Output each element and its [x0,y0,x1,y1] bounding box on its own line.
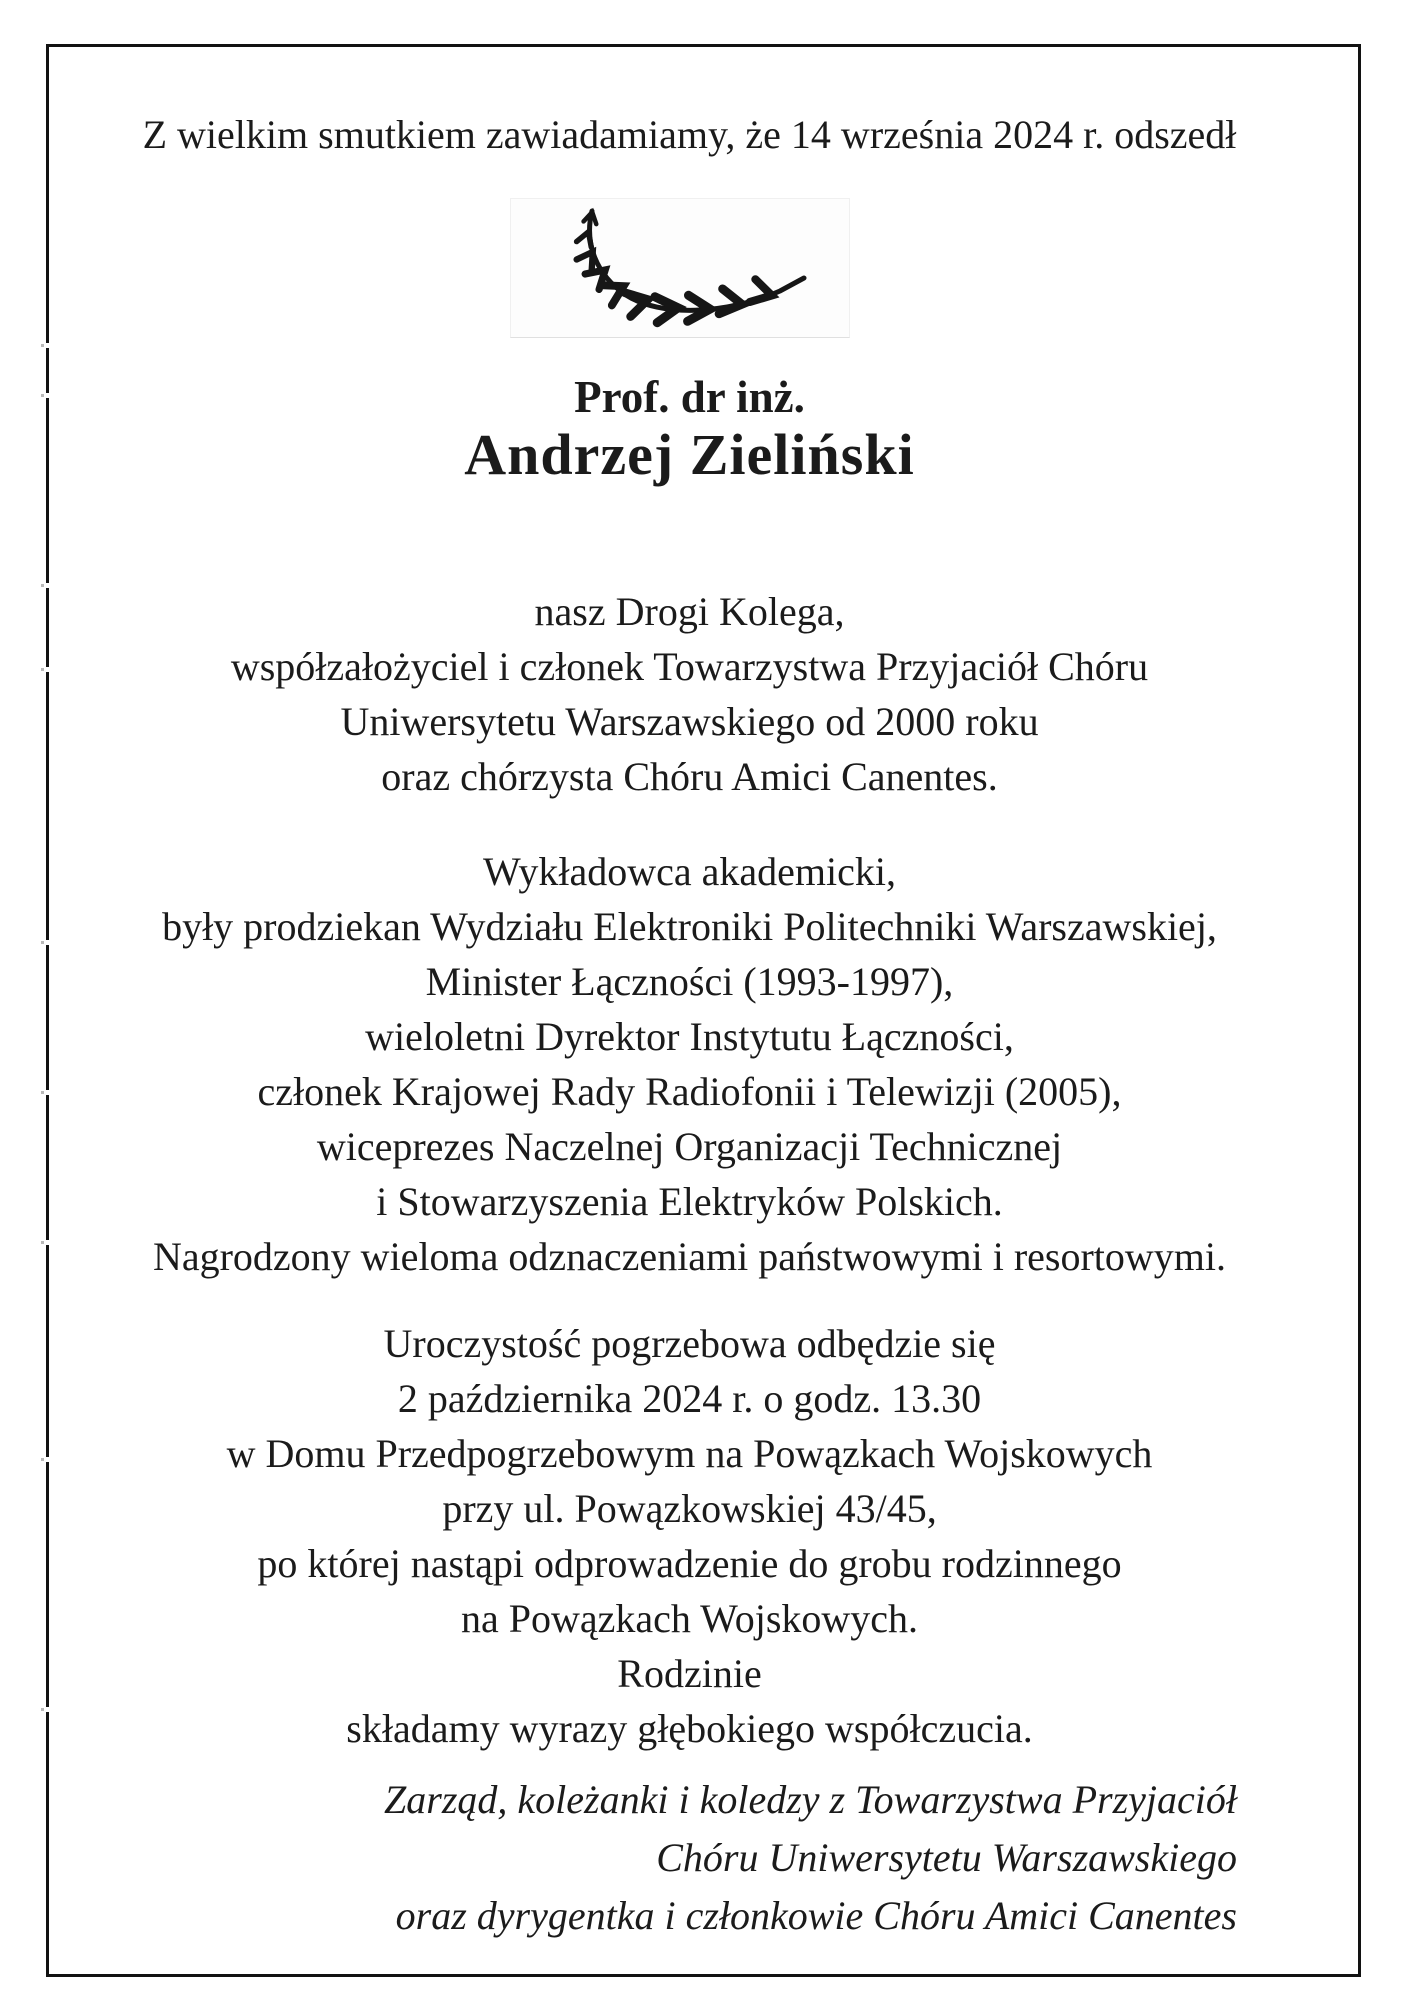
signature-line: Chóru Uniwersytetu Warszawskiego [656,1835,1237,1880]
biography-line: członek Krajowej Rady Radiofonii i Telewizji (2005), [257,1069,1122,1114]
scan-artifact [45,1707,52,1712]
intro-line: Z wielkim smutkiem zawiadamiamy, że 14 września 2024 r. odszedł [142,112,1237,157]
biography-line: i Stowarzyszenia Elektryków Polskich. [376,1179,1003,1224]
funeral-line: na Powązkach Wojskowych. [460,1596,919,1641]
deceased-name: Andrzej Zieliński [464,422,915,487]
scan-artifact [45,667,52,672]
obituary-frame [46,44,1361,1977]
biography-line: były prodziekan Wydziału Elektroniki Politechniki Warszawskiej, [162,904,1217,949]
funeral-details-paragraph [77,1316,1302,1646]
funeral-line: po której nastąpi odprowadzenie do grobu rodzinnego [257,1541,1122,1586]
signature-line: Zarząd, koleżanki i koledzy z Towarzystwa Przyjaciół [384,1777,1237,1822]
biography-paragraph [77,844,1302,1284]
biography-line: wieloletni Dyrektor Instytutu Łączności, [365,1014,1014,1059]
scan-artifact [45,1457,52,1462]
biography-line: wiceprezes Naczelnej Organizacji Technicznej [316,1124,1063,1169]
scan-artifact [45,940,52,945]
funeral-line: w Domu Przedpogrzebowym na Powązkach Wojskowych [226,1431,1153,1476]
biography-line: Nagrodzony wieloma odznaczeniami państwowymi i resortowymi. [152,1234,1227,1279]
signature-paragraph [77,1771,1237,1945]
scan-artifact [45,393,52,398]
membership-line: Uniwersytetu Warszawskiego od 2000 roku [340,699,1039,744]
scan-artifact [45,583,52,588]
condolences-line: składamy wyrazy głębokiego współczucia. [346,1706,1033,1751]
funeral-line: Uroczystość pogrzebowa odbędzie się [383,1321,996,1366]
funeral-line: przy ul. Powązkowskiej 43/45, [442,1486,937,1531]
membership-line: oraz chórzysta Chóru Amici Canentes. [381,754,998,799]
scan-artifact [45,1240,52,1245]
laurel-image-box [510,198,850,338]
membership-line: współzałożyciel i członek Towarzystwa Przyjaciół Chóru [230,644,1149,689]
signature-line: oraz dyrygentka i członkowie Chóru Amici Canentes [395,1893,1237,1938]
condolences-line: Rodzinie [617,1651,762,1696]
biography-line: Wykładowca akademicki, [483,849,896,894]
condolences-paragraph [77,1646,1302,1756]
membership-paragraph [77,584,1302,804]
biography-line: Minister Łączności (1993-1997), [425,959,954,1004]
scan-artifact [45,343,52,348]
scan-artifact [45,1090,52,1095]
membership-line: nasz Drogi Kolega, [534,589,845,634]
laurel-branch-icon [530,203,830,333]
academic-title: Prof. dr inż. [574,372,805,422]
funeral-line: 2 października 2024 r. o godz. 13.30 [397,1376,982,1421]
